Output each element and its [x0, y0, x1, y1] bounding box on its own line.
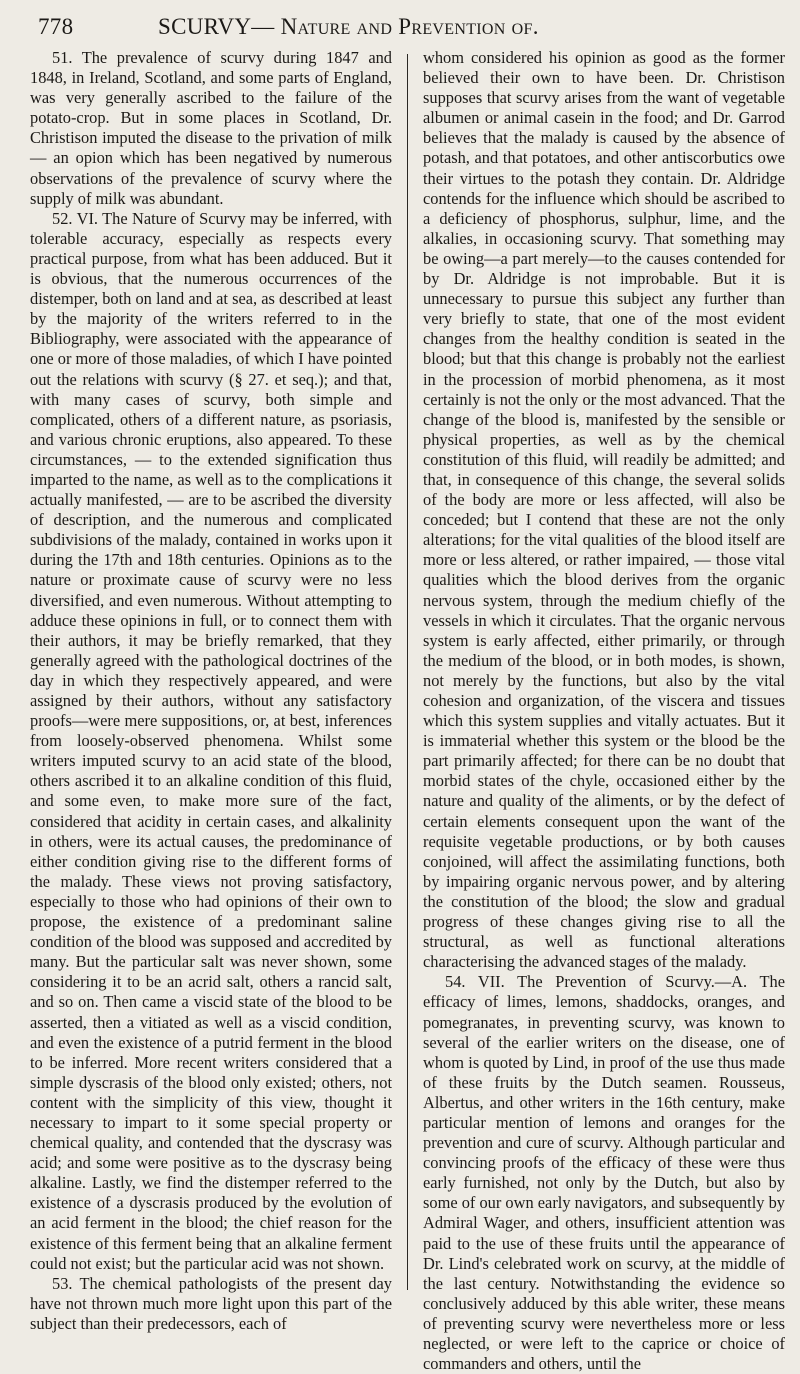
right-column: [423, 48, 785, 1374]
running-title: [158, 12, 539, 42]
paragraph-51: 51. The prevalence of scurvy during 1847 and 1848, in Ireland, Scotland, and some parts of England, was very generally ascribed to the failure of the potato-crop. But in some places in Scotland, Dr. Christison imputed the disease to the privation of milk — an opion which has been negatived by numerous observations of the prevalence of scurvy where the supply of milk was abundant.: [30, 48, 392, 208]
running-title-rest: Nature and Prevention of.: [280, 14, 539, 39]
page-number: 778: [38, 14, 74, 39]
paragraph-53: 53. The chemical pathologists of the present day have not thrown much more light upon this part of the subject than their predecessors, each of: [30, 1273, 392, 1333]
left-column: [30, 48, 392, 1333]
running-title-main: SCURVY: [158, 14, 252, 39]
paragraph-53-continued: whom considered his opinion as good as the former believed their own to have been. Dr. Christison supposes that scurvy arises from the want of vegetable albumen or animal casein in the food; and Dr. Garrod believes that the malady is caused by the absence of potash, and that potatoes, and other antiscorbutics owe their virtues to the potash they contain. Dr. Aldridge contends for the influence which should be ascribed to a deficiency of phosphorus, sulphur, lime, and the alkalies, in occasioning scurvy. That something may be owing—a part merely—to the causes contended for by Dr. Aldridge is not improbable. But it is unnecessary to pursue this subject any further than very briefly to state, that one of the most evident changes from the healthy condition is seated in the blood; but that this change is probably not the earliest in the procession of morbid phenomena, as it most certainly is not the only or the most advanced. That the change of the blood is, manifested by the sensible or physical properties, as well as by the chemical constitution of this fluid, will readily be admitted; and that, in consequence of this change, the several solids of the body are more or less affected, will also be conceded; but I contend that these are not the only alterations; for the vital qualities of the blood itself are more or less altered, or rather impaired, — those vital qualities which the blood derives from the organic nervous system, through the medium chiefly of the vessels in which it circulates. That the organic nervous system is early affected, either primarily, or through the medium of the blood, or in both modes, is shown, not merely by the functions, but also by the vital cohesion and organization, of the viscera and tissues which this system supplies and vitally actuates. But it is immaterial whether this system or the blood be the part primarily affected; for there can be no doubt that morbid states of the chyle, occasioned either by the nature and quality of the aliments, or by the defect of certain elements consequent upon the want of the requisite vegetable productions, or by both causes conjoined, will affect the assimilating functions, both by impairing organic nervous power, and by altering the constitution of the blood; the slow and gradual progress of these changes giving rise to all the structural, as well as functional alterations characterising the advanced stages of the malady.: [423, 48, 785, 972]
running-header: [38, 12, 778, 42]
running-title-dash: —: [251, 14, 275, 39]
paragraph-54: 54. VII. The Prevention of Scurvy.—A. The efficacy of limes, lemons, shaddocks, oranges, and pomegranates, in preventing scurvy, was known to several of the earlier writers on the disease, one of whom is quoted by Lind, in proof of the use thus made of these fruits by the Dutch seamen. Rousseus, Albertus, and other writers in the 16th century, make particular mention of lemons and oranges for the prevention and cure of scurvy. Although particular and convincing proofs of the efficacy of these were thus early furnished, not only by the Dutch, but also by some of our own early navigators, and subsequently by Admiral Wager, and others, insufficient attention was paid to the use of these fruits until the appearance of Dr. Lind's celebrated work on scurvy, at the middle of the last century. Notwithstanding the evidence so conclusively adduced by this able writer, these means of preventing scurvy were nevertheless more or less neglected, or were left to the caprice or choice of commanders and others, until the: [423, 972, 785, 1374]
column-divider: [407, 54, 408, 1290]
paragraph-52: 52. VI. The Nature of Scurvy may be inferred, with tolerable accuracy, especially as respects every practical purpose, from what has been adduced. But it is obvious, that the numerous occurrences of the distemper, both on land and at sea, as described at least by the majority of the writers referred to in the Bibliography, were associated with the appearance of one or more of those maladies, of which I have pointed out the relations with scurvy (§ 27. et seq.); and that, with many cases of scurvy, both simple and complicated, others of a different nature, as psoriasis, and various chronic eruptions, also appeared. To these circumstances, — to the extended signification thus imparted to the name, as well as to the complications it actually manifested, — are to be ascribed the diversity of description, and the numerous and complicated subdivisions of the malady, contained in works upon it during the 17th and 18th centuries. Opinions as to the nature or proximate cause of scurvy were no less diversified, and even numerous. Without attempting to adduce these opinions in full, or to connect them with their authors, it may be briefly remarked, that they generally agreed with the pathological doctrines of the day in which they respectively appeared, and were assigned by their authors, without any satisfactory proofs—were mere suppositions, or, at best, inferences from loosely-observed phenomena. Whilst some writers imputed scurvy to an acid state of the blood, others ascribed it to an alkaline condition of this fluid, and some even, to make more sure of the fact, considered that acidity in certain cases, and alkalinity in others, were its actual causes, the predominance of either condition giving rise to the different forms of the malady. These views not proving satisfactory, especially to those who had opinions of their own to propose, the existence of a predominant saline condition of the blood was supposed and accredited by many. But the particular salt was never shown, some considering it to be an acrid salt, others a rancid salt, and so on. Then came a viscid state of the blood to be asserted, then a vitiated as well as a viscid condition, and even the existence of a putrid ferment in the blood to be inferred. More recent writers considered that a simple dyscrasis of the blood only existed; others, not content with the simplicity of this view, thought it necessary to impart to it some special property or chemical quality, and contended that the dyscrasy was acid; and some were positive as to the dyscrasy being alkaline. Lastly, we find the distemper referred to the existence of a dyscrasis produced by the evolution of an acid ferment in the blood; the chief reason for the existence of this ferment being that an alkaline ferment could not exist; but the particular acid was not shown.: [30, 208, 392, 1273]
text-columns: [30, 48, 785, 1374]
